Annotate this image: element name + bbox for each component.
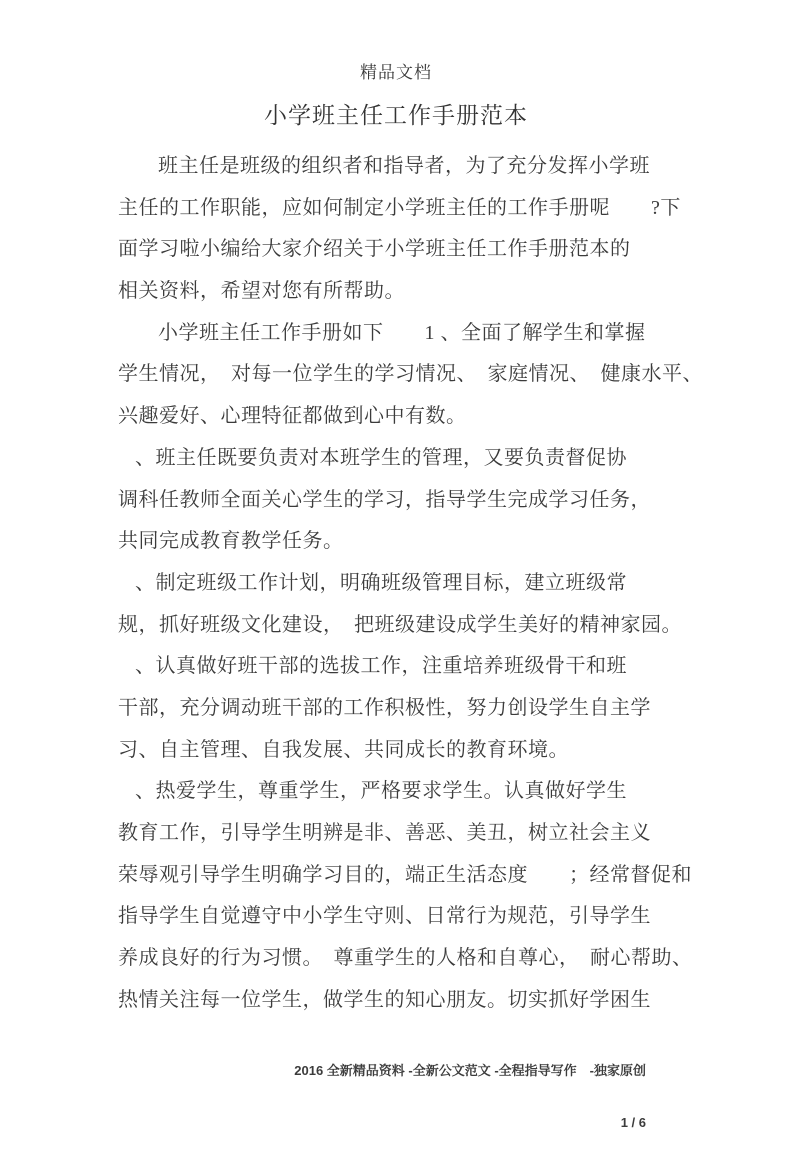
text-line: 学生情况， 对每一位学生的学习情况、 家庭情况、 健康水平、 bbox=[118, 363, 703, 386]
text-line: 小学班主任工作手册如下 1 、全面了解学生和掌握 bbox=[158, 321, 646, 344]
text-line: 指导学生自觉遵守中小学生守则、日常行为规范，引导学生 bbox=[118, 905, 651, 928]
document-body bbox=[118, 146, 703, 1021]
text-line: 、制定班级工作计划，明确班级管理目标，建立班级常 bbox=[135, 571, 627, 594]
text-line: 调科任教师全面关心学生的学习，指导学生完成学习任务， bbox=[118, 488, 651, 511]
text-line: 规，抓好班级文化建设， 把班级建设成学生美好的精神家园。 bbox=[118, 613, 682, 636]
text-line: 习、自主管理、自我发展、共同成长的教育环境。 bbox=[118, 738, 569, 761]
document-title: 小学班主任工作手册范本 bbox=[264, 103, 528, 128]
text-line: 养成良好的行为习惯。 尊重学生的人格和自尊心， 耐心帮助、 bbox=[118, 947, 693, 970]
page-number: 1 / 6 bbox=[620, 1115, 646, 1130]
page-footer bbox=[294, 1028, 646, 1165]
text-line: 共同完成教育教学任务。 bbox=[118, 530, 344, 553]
text-line: 面学习啦小编给大家介绍关于小学班主任工作手册范本的 bbox=[118, 238, 631, 261]
text-line: 教育工作，引导学生明辨是非、善恶、美丑，树立社会主义 bbox=[118, 822, 651, 844]
text-line: 、认真做好班干部的选拔工作，注重培养班级骨干和班 bbox=[135, 655, 627, 678]
text-line: 、热爱学生，尊重学生，严格要求学生。认真做好学生 bbox=[135, 780, 627, 803]
text-line: 主任的工作职能，应如何制定小学班主任的工作手册呢 ?下 bbox=[118, 196, 681, 219]
text-line: 兴趣爱好、心理特征都做到心中有数。 bbox=[118, 405, 467, 428]
header-label: 精品文档 bbox=[360, 63, 432, 82]
text-line: 荣辱观引导学生明确学习目的，端正生活态度 ；经常督促和 bbox=[118, 863, 692, 886]
text-line: 干部，充分调动班干部的工作积极性，努力创设学生自主学 bbox=[118, 696, 651, 719]
text-line: 、班主任既要负责对本班学生的管理，又要负责督促协 bbox=[135, 446, 627, 469]
text-line: 班主任是班级的组织者和指导者，为了充分发挥小学班 bbox=[158, 155, 650, 177]
text-line: 热情关注每一位学生，做学生的知心朋友。切实抓好学困生 bbox=[118, 988, 651, 1011]
footer-credit: 2016 全新精品资料 -全新公文范文 -全程指导写作 -独家原创 bbox=[294, 1063, 646, 1078]
text-line: 相关资料，希望对您有所帮助。 bbox=[118, 280, 405, 303]
